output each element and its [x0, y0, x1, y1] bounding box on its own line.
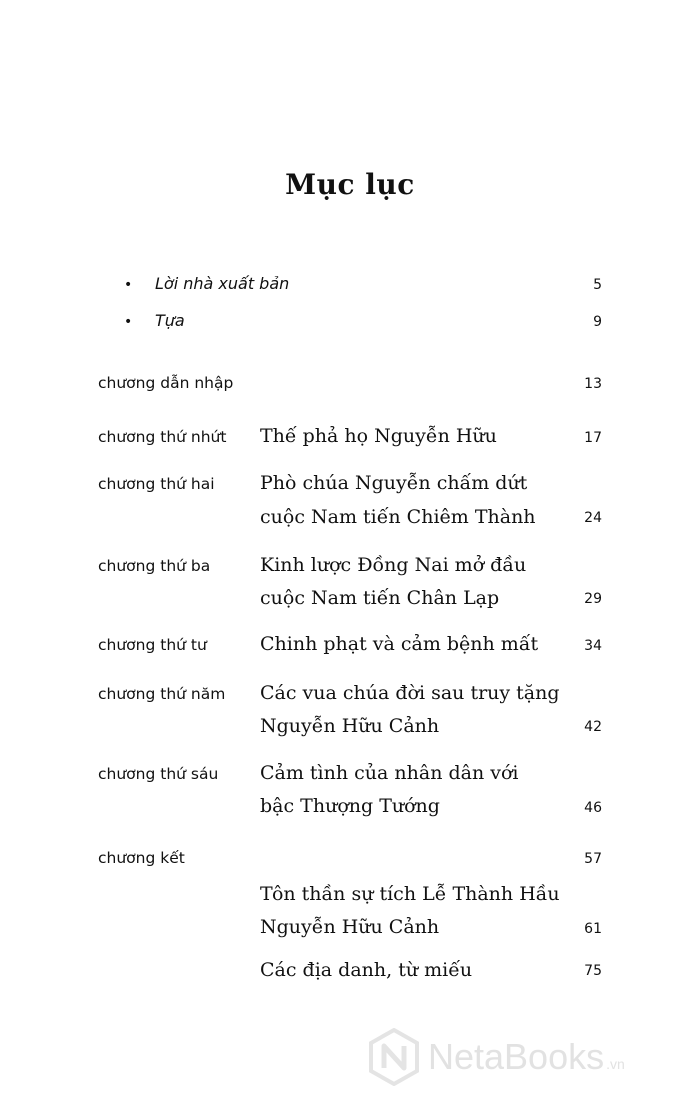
chapter-title-line: Nguyễn Hữu Cảnh	[260, 715, 440, 737]
chapter-label: chương dẫn nhập	[98, 374, 234, 392]
chapter-label: chương thứ tư	[98, 636, 207, 654]
bullet-icon: •	[124, 314, 133, 330]
chapter-label: chương thứ ba	[98, 557, 211, 575]
page-number: 29	[584, 591, 602, 607]
chapter-title-line: Phò chúa Nguyễn chấm dứt	[260, 472, 528, 494]
chapter-title-line: Kinh lược Đồng Nai mở đầu	[260, 554, 527, 576]
entry-title: Tựa	[155, 311, 185, 330]
page-number: 5	[593, 277, 602, 293]
page-number: 57	[584, 851, 602, 867]
chapter-label: chương kết	[98, 849, 185, 867]
watermark	[368, 1028, 625, 1086]
chapter-title-line: Cảm tình của nhân dân với	[260, 762, 519, 784]
chapter-title-line: Các vua chúa đời sau truy tặng	[260, 682, 560, 704]
page-number: 13	[584, 376, 602, 392]
page-number: 61	[584, 921, 602, 937]
chapter-label: chương thứ năm	[98, 685, 226, 703]
page-number: 24	[584, 510, 602, 526]
page-number: 75	[584, 963, 602, 979]
chapter-title-line: Các địa danh, từ miếu	[260, 959, 473, 981]
chapter-title-line: cuộc Nam tiến Chiêm Thành	[260, 506, 536, 528]
watermark-brand: NetaBooks	[428, 1036, 605, 1077]
chapter-title-line: Thế phả họ Nguyễn Hữu	[260, 425, 497, 447]
chapter-label: chương thứ hai	[98, 475, 215, 493]
netabooks-logo-icon	[368, 1028, 420, 1086]
bullet-icon: •	[124, 277, 133, 293]
page-number: 42	[584, 719, 602, 735]
chapter-label: chương thứ nhứt	[98, 428, 227, 446]
page-number: 17	[584, 430, 602, 446]
entry-title: Lời nhà xuất bản	[155, 274, 290, 293]
page-number: 34	[584, 638, 602, 654]
chapter-title-line: Tôn thần sự tích Lễ Thành Hầu	[260, 883, 560, 905]
chapter-label: chương thứ sáu	[98, 765, 219, 783]
chapter-title-line: Chinh phạt và cảm bệnh mất	[260, 633, 539, 655]
page-title: Mục lục	[285, 168, 415, 201]
chapter-title-line: bậc Thượng Tướng	[260, 795, 440, 817]
chapter-title-line: Nguyễn Hữu Cảnh	[260, 916, 440, 938]
page-number: 9	[593, 314, 602, 330]
page-number: 46	[584, 800, 602, 816]
chapter-title-line: cuộc Nam tiến Chân Lạp	[260, 587, 500, 609]
watermark-suffix: .vn	[606, 1056, 625, 1072]
